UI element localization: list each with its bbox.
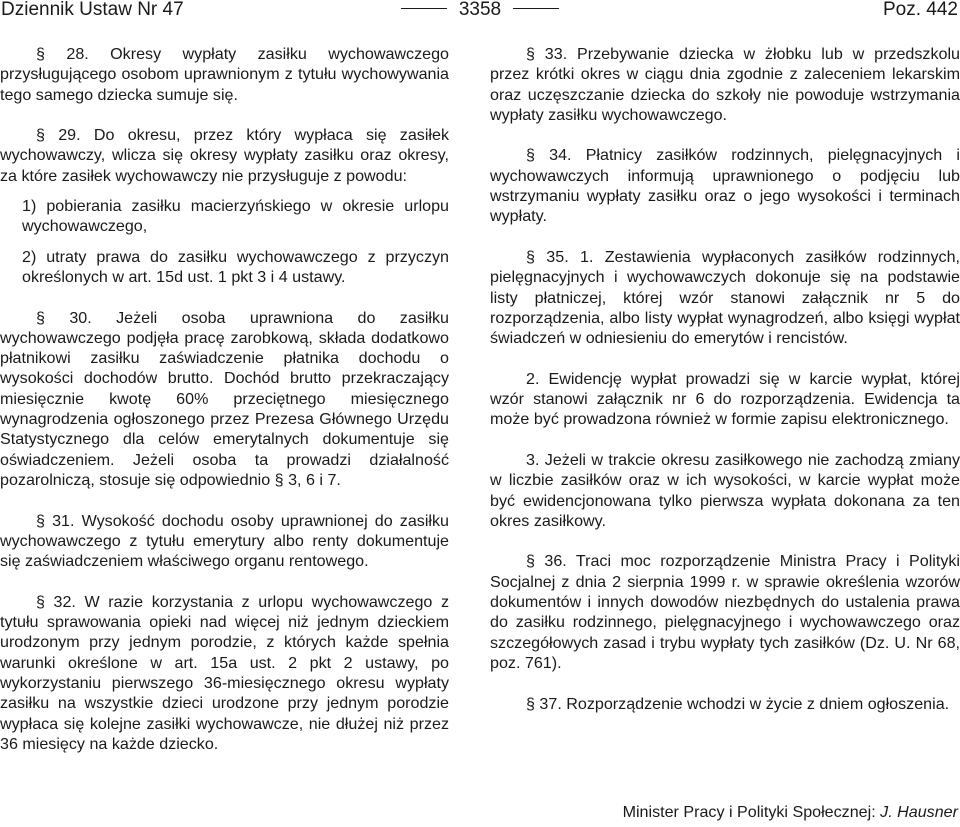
paragraph-30: § 30. Jeżeli osoba uprawniona do zasiłku wychowawczego podjęła pracę zarobkową, składa dodatkowo płatnikowi zasiłku zaświadczenie płatnika dochodu o wysokości dochodów brutto. Dochód brutto przekraczający miesięcznie kwotę 60% przeciętnego miesięcznego wynagrodzenia ogłoszonego przez Prezesa Głównego Urzędu Statystycznego dla celów emerytalnych dokumentuje się oświadczeniem. Jeżeli osoba ta prowadzi działalność pozarolniczą, stosuje się odpowiednio § 3, 6 i 7. <box>0 308 449 489</box>
signature-line <box>623 802 958 822</box>
dash-right <box>513 8 559 9</box>
paragraph-37: § 37. Rozporządzenie wchodzi w życie z dniem ogłoszenia. <box>526 694 950 713</box>
paragraph-34: § 34. Płatnicy zasiłków rodzinnych, pielęgnacyjnych i wychowawczych informują uprawnionego o podjęciu lub wstrzymaniu wypłaty zasiłku oraz o jego wysokości i terminach wypłaty. <box>490 146 960 226</box>
paragraph-36: § 36. Traci moc rozporządzenie Ministra Pracy i Polityki Socjalnej z dnia 2 sierpnia 1999 r. w sprawie określenia wzorów dokumentów i innych dowodów niezbędnych do ustalenia prawa do zasiłku rodzinnego, pielęgnacyjnego i wychowawczego oraz szczegółowych zasad i trybu wypłaty tych zasiłków (Dz. U. Nr 68, poz. 761). <box>490 552 960 672</box>
paragraph-35-3: 3. Jeżeli w trakcie okresu zasiłkowego nie zachodzą zmiany w liczbie zasiłków oraz w ich wysokości, w karcie wypłat może być ewidencjonowana tylko pierwsza wypłata dokonana za ten okres zasiłkowy. <box>490 450 960 530</box>
paragraph-28: § 28. Okresy wypłaty zasiłku wychowawczego przysługującego osobom uprawnionym z tytułu wychowywania tego samego dziecka sumuje się. <box>0 45 449 104</box>
page-number-block <box>0 0 960 20</box>
journal-title: Dziennik Ustaw Nr 47 <box>1 0 184 20</box>
page-header <box>0 0 960 22</box>
paragraph-35-2: 2. Ewidencję wypłat prowadzi się w karcie wypłat, której wzór stanowi załącznik nr 6 do rozporządzenia. Ewidencja ta może być prowadzona również w formie zapisu elektronicznego. <box>490 369 960 429</box>
signatory-name: J. Hausner <box>880 803 958 821</box>
paragraph-31: § 31. Wysokość dochodu osoby uprawnionej do zasiłku wychowawczego z tytułu emerytury albo renty dokumentuje się zaświadczeniem właściwego organu rentowego. <box>0 511 449 571</box>
page-number: 3358 <box>458 0 502 20</box>
dash-left <box>401 8 447 9</box>
paragraph-29-item-2: 2) utraty prawa do zasiłku wychowawczego z przyczyn określonych w art. 15d ust. 1 pkt 3 i 4 ustawy. <box>22 247 449 286</box>
paragraph-29-intro: § 29. Do okresu, przez który wypłaca się zasiłek wychowawczy, wlicza się okresy wypłaty zasiłku oraz okresy, za które zasiłek wychowawczy nie przysługuje z powodu: <box>0 126 449 185</box>
left-column <box>0 44 449 754</box>
signatory-title: Minister Pracy i Polityki Społecznej: <box>622 803 876 821</box>
paragraph-35-1: § 35. 1. Zestawienia wypłaconych zasiłków rodzinnych, pielęgnacyjnych i wychowawczych dokonuje się na podstawie listy płatniczej, której wzór stanowi załącznik nr 5 do rozporządzenia, albo listy wypłat wynagrodzeń, albo księgi wypłat świadczeń w odniesieniu do emerytów i rencistów. <box>490 247 960 348</box>
position-number: Poz. 442 <box>883 0 958 20</box>
paragraph-29-item-1: 1) pobierania zasiłku macierzyńskiego w okresie urlopu wychowawczego, <box>22 197 449 236</box>
paragraph-33: § 33. Przebywanie dziecka w żłobku lub w przedszkolu przez krótki okres w ciągu dnia zgodnie z zaleceniem lekarskim oraz uczęszczanie dziecka do szkoły nie powoduje wstrzymania wypłaty zasiłku wychowawczego. <box>490 45 960 124</box>
right-column <box>490 44 960 714</box>
paragraph-32: § 32. W razie korzystania z urlopu wychowawczego z tytułu sprawowania opieki nad więcej niż jednym dzieckiem urodzonym przy jednym porodzie, z których każde spełnia warunki określone w art. 15a ust. 2 pkt 2 ustawy, po wykorzystaniu pierwszego 36-miesięcznego okresu wypłaty zasiłku na wszystkie dzieci urodzone przy jednym porodzie wypłaca się kolejne zasiłki wychowawcze, nie dłużej niż przez 36 miesięcy na każde dziecko. <box>0 592 449 753</box>
